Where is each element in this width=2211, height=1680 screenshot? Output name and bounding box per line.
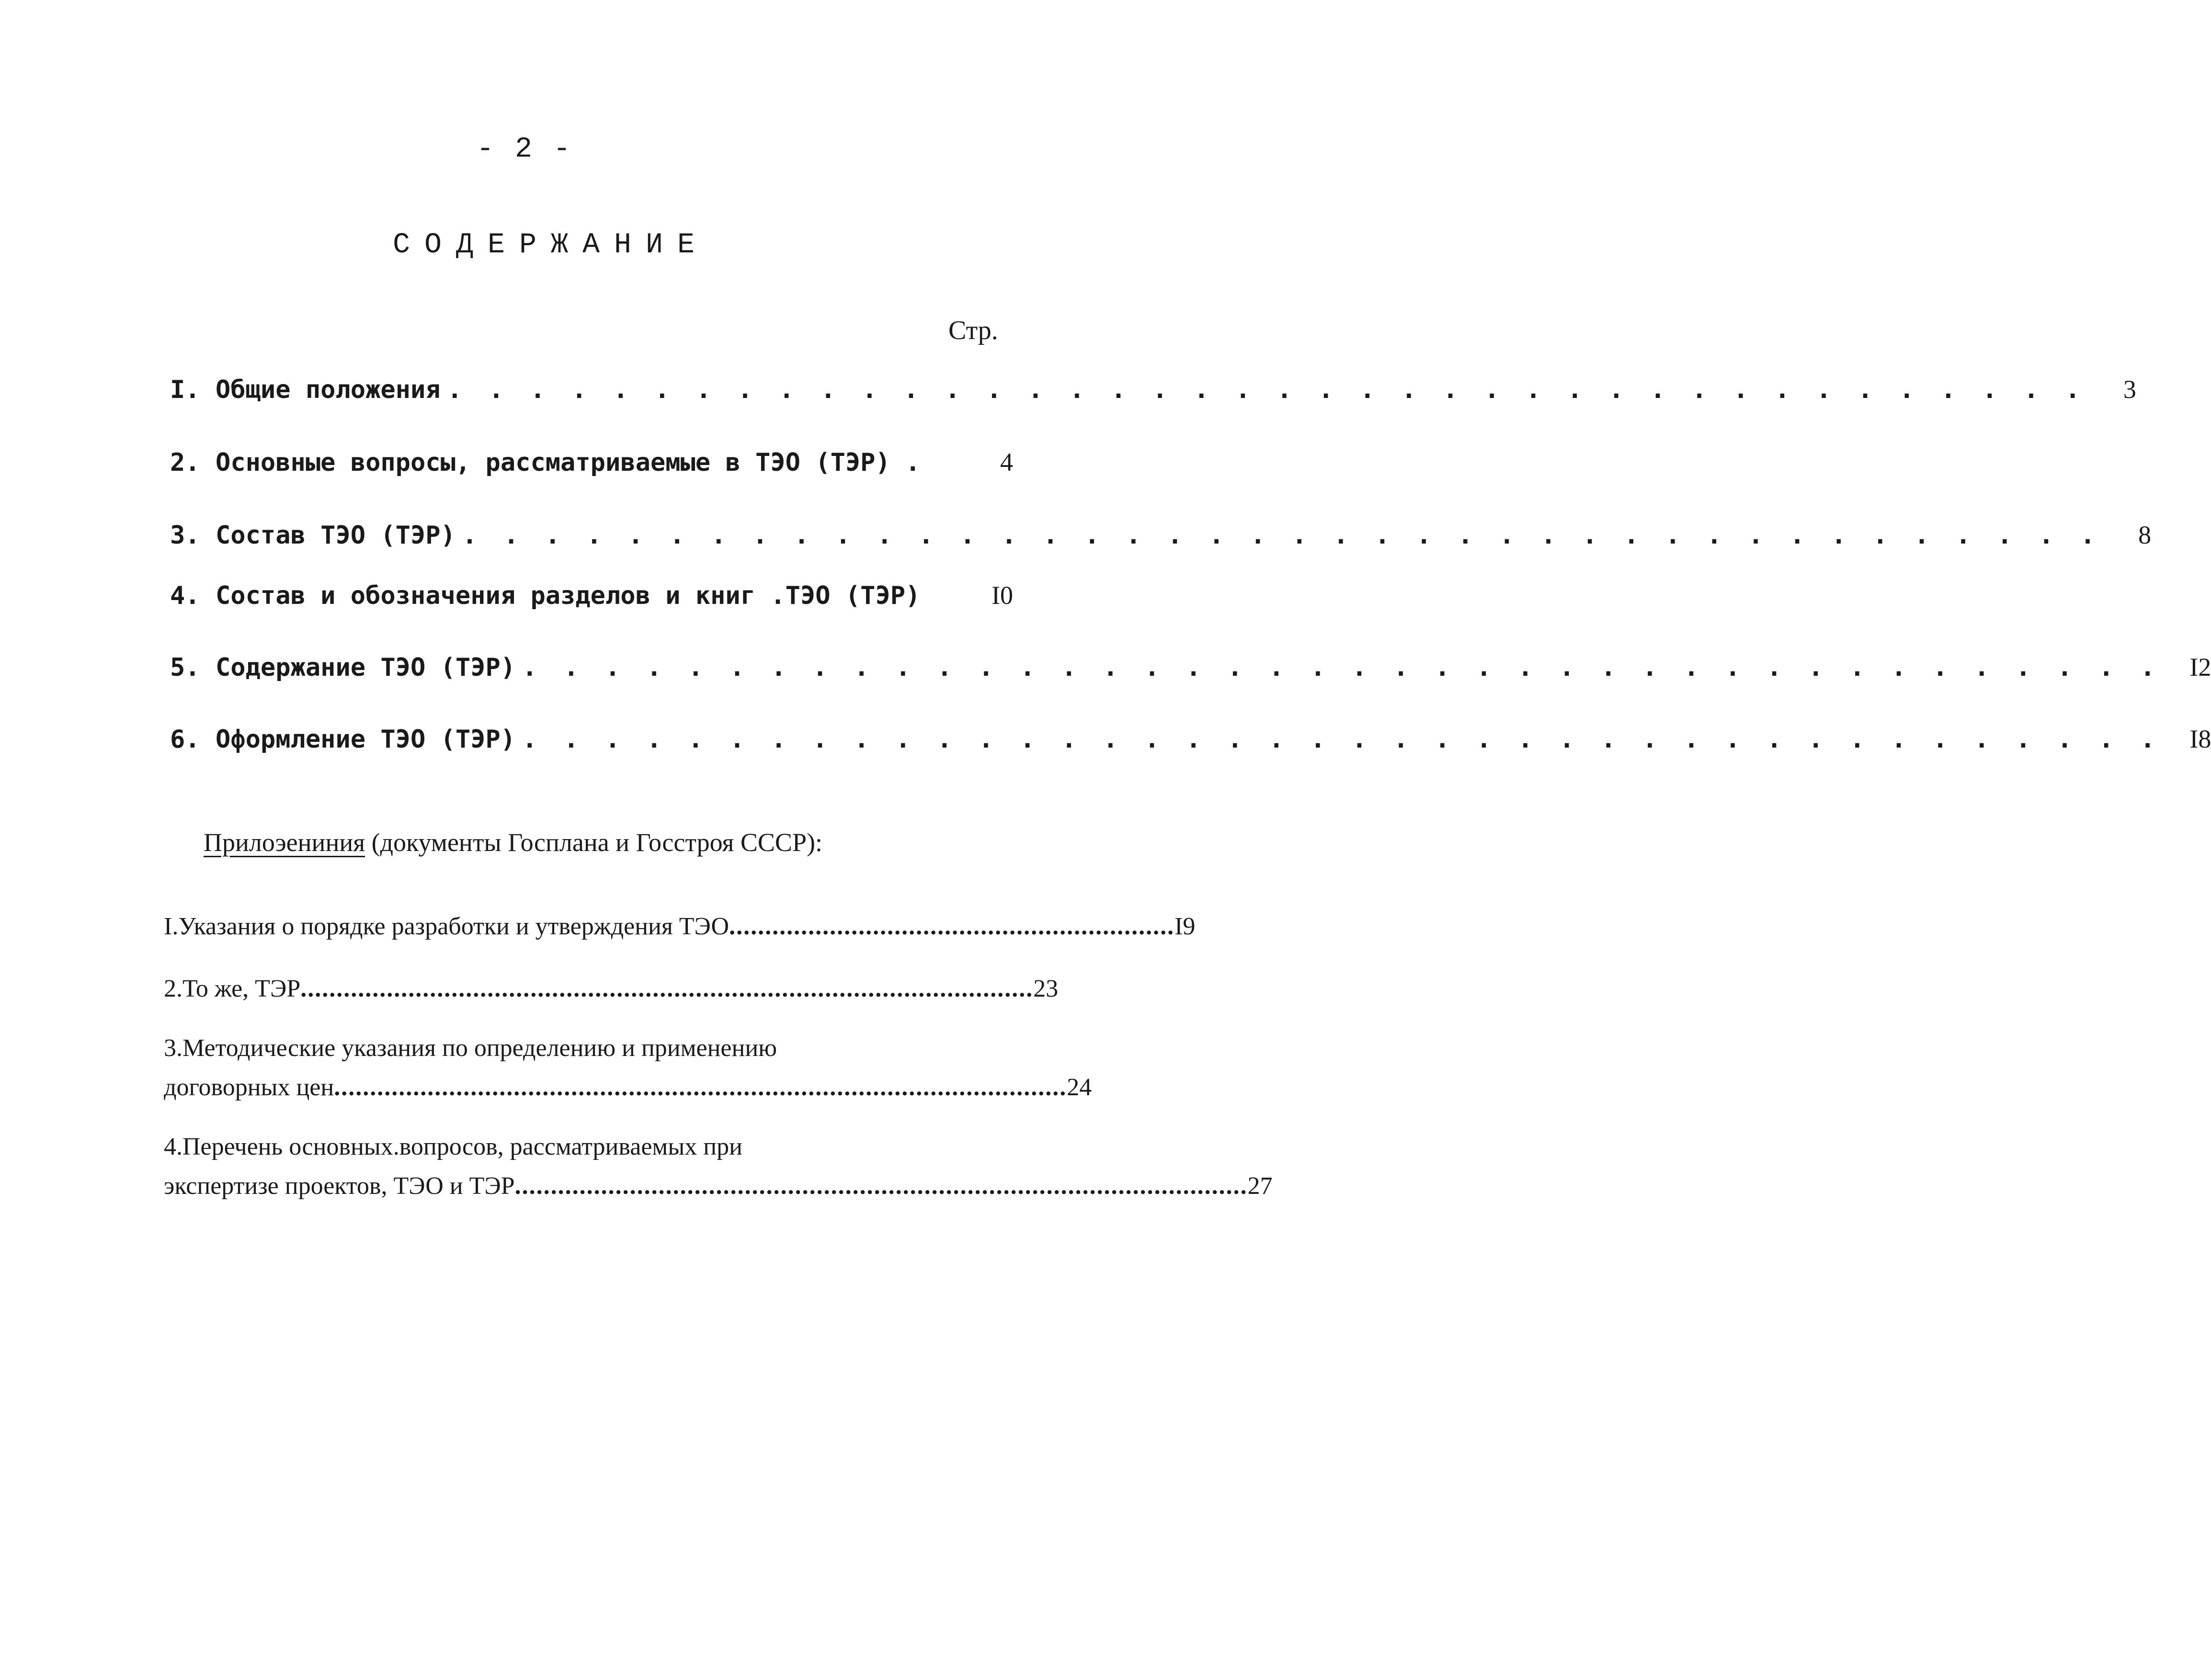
toc-entry [170, 652, 2211, 682]
toc-entry-title: Состав ТЭО (ТЭР) [216, 521, 456, 550]
toc-entry [170, 375, 2136, 404]
appendix-item [164, 969, 1059, 1009]
toc-entry-page: 3 [2123, 375, 2136, 404]
appendix-heading-label: Прилоэениния [204, 828, 365, 857]
appendix-item-page: 27 [1247, 1172, 1273, 1200]
appendix-item [164, 1127, 1273, 1206]
toc-entry [170, 724, 2211, 754]
dot-leader: ...................................................................................................... [300, 975, 1034, 1002]
dot-leader: .............................................................. [729, 913, 1175, 940]
appendix-item [164, 907, 1196, 946]
page-number: - 2 - [476, 133, 573, 166]
toc-entry-page: I2 [2189, 653, 2211, 681]
toc-entry [170, 580, 1013, 610]
appendix-item-page: I9 [1174, 913, 1196, 940]
appendix-item-page: 23 [1033, 975, 1059, 1002]
toc-entry-number: 5. [170, 653, 200, 682]
toc-entry-number: 6. [170, 725, 200, 754]
toc-entry [170, 447, 1013, 477]
page-title: СОДЕРЖАНИЕ [392, 229, 709, 261]
toc-entry-number: 3. [170, 521, 200, 550]
toc-entry-page: I8 [2189, 725, 2211, 753]
toc-entry-title: Состав и обозначения разделов и книг .ТЭО (ТЭР) [216, 581, 921, 610]
appendix-item-text: 3.Методические указания по определению и применению [164, 1034, 777, 1062]
toc-entry-title: Общие положения [216, 375, 441, 404]
dot-leader: . . . . . . . . . . . . . . . . . . . . . . . . . . . . . . . . . . . . . . . . [462, 521, 2101, 550]
dot-leader: . . . . . . . . . . . . . . . . . . . . . . . . . . . . . . . . . . . . . . . . [447, 375, 2086, 404]
toc-entry-number: 2. [170, 448, 200, 477]
page-column-header: Стр. [948, 316, 998, 345]
toc-entry [170, 520, 2152, 550]
toc-entry-page: 8 [2138, 521, 2152, 549]
appendix-item-text-continued: договорных цен [164, 1074, 334, 1101]
toc-entry-title: Оформление ТЭО (ТЭР) [216, 725, 516, 754]
toc-entry-number: 4. [170, 581, 200, 610]
appendix-item-text: 4.Перечень основных.вопросов, рассматриваемых при [164, 1133, 742, 1160]
dot-leader: . . . . . . . . . . . . . . . . . . . . . . . . . . . . . . . . . . . . . . . . [522, 653, 2161, 682]
toc-entry-number: I. [170, 375, 200, 404]
appendix-item [164, 1029, 1092, 1107]
toc-entry-page: I0 [992, 581, 1013, 610]
toc-entry-page: 4 [1000, 448, 1013, 477]
appendix-item-text: I.Указания о порядке разработки и утверждения ТЭО [164, 913, 729, 940]
dot-leader: . . . . . . . . . . . . . . . . . . . . . . . . . . . . . . . . . . . . . . . . [522, 725, 2161, 754]
toc-entry-title: Основные вопросы, рассматриваемые в ТЭО (ТЭР) . [216, 448, 921, 477]
dot-leader: ...................................................................................................... [514, 1172, 1248, 1200]
appendix-heading [204, 828, 822, 857]
appendix-heading-note: (документы Госплана и Госстроя СССР): [371, 828, 822, 857]
appendix-item-text-continued: экспертизе проектов, ТЭО и ТЭР [164, 1172, 515, 1200]
dot-leader: ...................................................................................................... [334, 1074, 1067, 1101]
toc-entry-title: Содержание ТЭО (ТЭР) [216, 653, 516, 682]
appendix-item-page: 24 [1067, 1074, 1092, 1101]
appendix-item-text: 2.То же, ТЭР [164, 975, 301, 1002]
